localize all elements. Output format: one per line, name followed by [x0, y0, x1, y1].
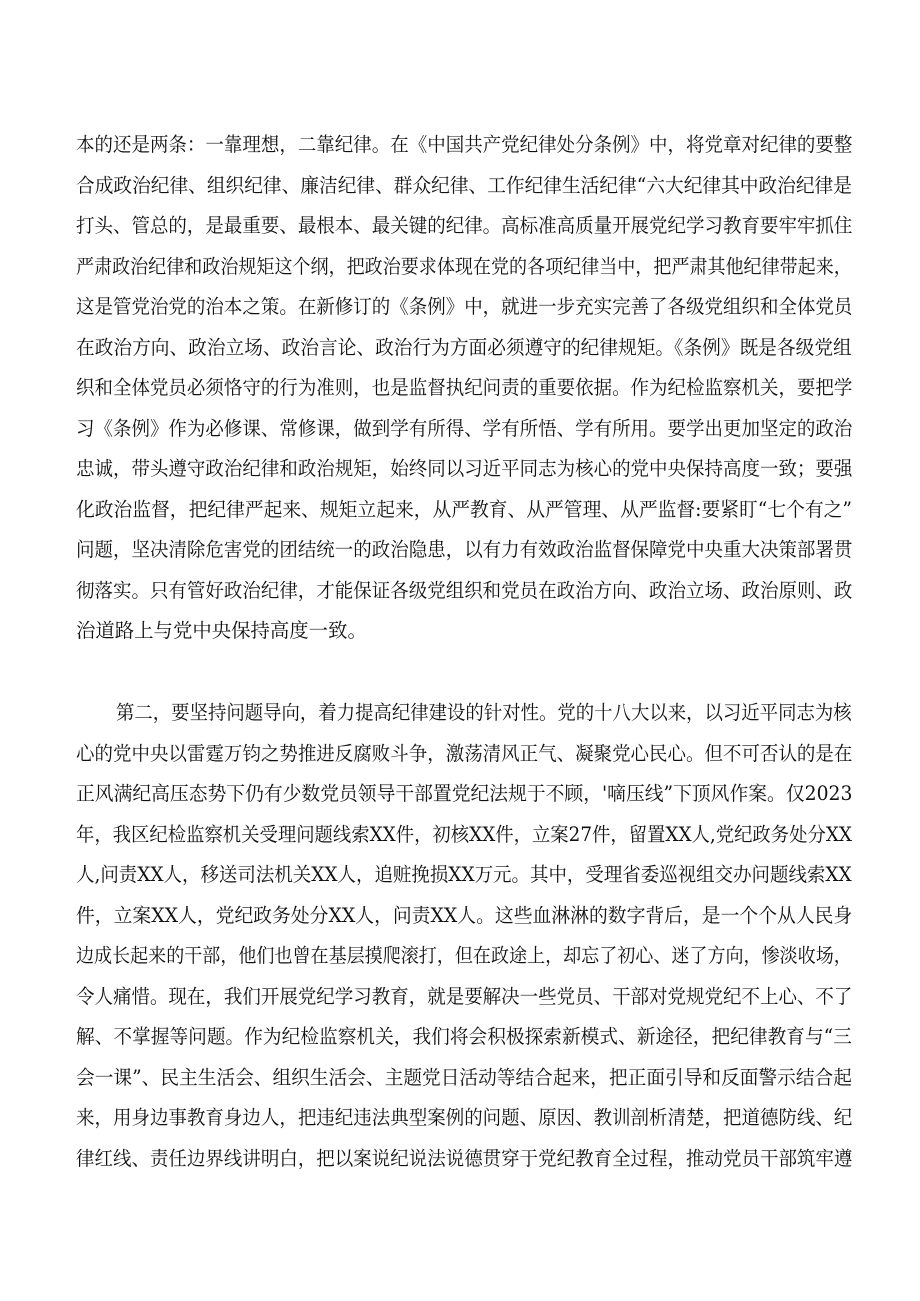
text-line: 在政治方向、政治立场、政治言论、政治行为方面必须遵守的纪律规矩。《条例》既是各级党组 [76, 335, 852, 359]
text-line: 年，我区纪检监察机关受理问题线索XX件，初核XX件，立案27件，留置XX人,党纪政务处分XX [76, 822, 852, 846]
text-line: 治道路上与党中央保持高度一致。 [76, 619, 367, 642]
text-line: 令人痛惜。现在，我们开展党纪学习教育，就是要解决一些党员、干部对党规党纪不上心、不了 [76, 984, 853, 1008]
text-line: 第二，要坚持问题导向，着力提高纪律建设的针对性。党的十八大以来，以习近平同志为核 [116, 701, 852, 724]
text-line: 这是管党治党的治本之策。在新修订的《条例》中，就进一步充实完善了各级党组织和全体党员 [76, 295, 853, 318]
text-line: 人,问责XX人，移送司法机关XX人，追赃挽损XX万元。其中，受理省委巡视组交办问题线索XX [76, 863, 852, 886]
text-line: 心的党中央以雷霆万钧之势推进反腐败斗争，激荡清风正气、凝聚党心民心。但不可否认的是在 [76, 741, 853, 765]
text-line: 来，用身边事教育身边人，把违纪违法典型案例的问题、原因、教训剖析清楚，把道德防线、纪 [76, 1106, 853, 1129]
text-line: 本的还是两条：一靠理想，二靠纪律。在《中国共产党纪律处分条例》中，将党章对纪律的要整 [76, 133, 853, 156]
text-line: 打头、管总的，是最重要、最根本、最关键的纪律。高标准高质量开展党纪学习教育要牢牢抓住 [76, 214, 853, 237]
text-line: 织和全体党员必须恪守的行为准则，也是监督执纪问责的重要依据。作为纪检监察机关，要把学 [76, 376, 853, 399]
text-line: 习《条例》作为必修课、常修课，做到学有所得、学有所悟、学有所用。要学出更加坚定的政治 [76, 416, 853, 440]
text-line: 忠诚，带头遵守政治纪律和政治规矩，始终同以习近平同志为核心的党中央保持高度一致；要强 [76, 457, 853, 480]
text-line: 会一课”、民主生活会、组织生活会、主题党日活动等结合起来，把正面引导和反面警示结合起 [76, 1065, 852, 1089]
text-line: 彻落实。只有管好政治纪律，才能保证各级党组织和党员在政治方向、政治立场、政治原则、政 [76, 578, 853, 602]
text-line: 严肃政治纪律和政治规矩这个纲，把政治要求体现在党的各项纪律当中，把严肃其他纪律带起来， [76, 254, 852, 278]
text-line: 问题，坚决清除危害党的团结统一的政治隐患，以有力有效政治监督保障党中央重大决策部署贯 [76, 538, 853, 561]
text-line: 律红线、责任边界线讲明白，把以案说纪说法说德贯穿于党纪教育全过程，推动党员干部筑牢遵 [76, 1146, 853, 1170]
text-line: 边成长起来的干部，他们也曾在基层摸爬滚打，但在政途上，却忘了初心、迷了方向，惨淡收场， [76, 944, 852, 967]
text-line: 合成政治纪律、组织纪律、廉洁纪律、群众纪律、工作纪律生活纪律“六大纪律其中政治纪律是 [76, 173, 852, 197]
text-line: 件，立案XX人，党纪政务处分XX人，问责XX人。这些血淋淋的数字背后，是一个个从人民身 [76, 903, 853, 927]
text-line: 解、不掌握等问题。作为纪检监察机关，我们将会积极探索新模式、新途径，把纪律教育与“三 [76, 1025, 852, 1048]
text-line: 化政治监督，把纪律严起来、规矩立起来，从严教育、从严管理、从严监督:要紧盯“七个有之” [76, 497, 852, 521]
text-line: 正风满纪高压态势下仍有少数党员领导干部置党纪法规于不顾，'嘀压线”下顶风作案。仅2023 [76, 782, 853, 805]
